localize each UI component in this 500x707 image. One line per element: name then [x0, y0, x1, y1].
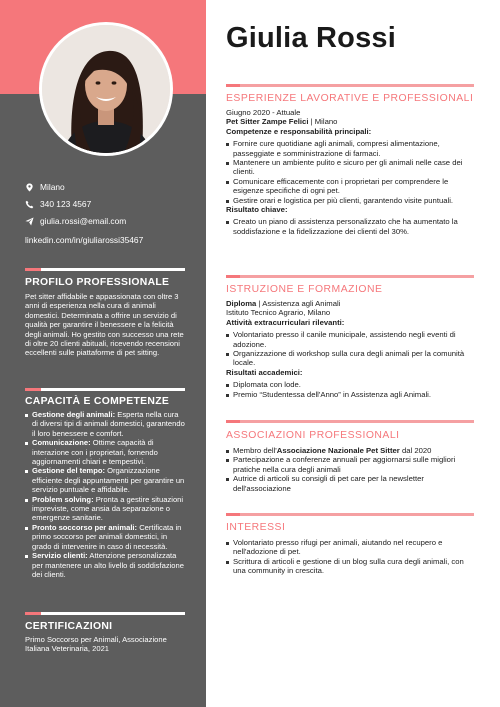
- experience-key-title: Risultato chiave:: [226, 205, 288, 215]
- associations-rule: [226, 420, 474, 423]
- interests-title: INTERESSI: [226, 522, 286, 533]
- location-pin-icon: [25, 183, 34, 192]
- list-item: [25, 523, 185, 551]
- education-section: [226, 299, 476, 399]
- list-item: Fornire cure quotidiane agli animali, compresi alimentazione, passeggiate e somministrazione di farmaci.: [226, 139, 476, 158]
- list-item: Comunicare efficacemente con i proprietari per comprendere le esigenze specifiche di ogni pet.: [226, 177, 476, 196]
- skills-list: [25, 410, 185, 579]
- list-item: Gestire orari e logistica per più clienti, garantendo visite puntuali.: [226, 196, 476, 205]
- skill-text: Ottime capacità di interazione con i proprietari, fornendo aggiornamenti chiari e tempestivi.: [32, 438, 158, 467]
- experience-location: Milano: [314, 117, 338, 127]
- interests-rule: [226, 513, 474, 516]
- interests-section: [226, 538, 476, 576]
- experience-period: Giugno 2020 - Attuale: [226, 108, 301, 117]
- email-text[interactable]: giulia.rossi@email.com: [40, 216, 127, 226]
- list-item: Volontariato presso rifugi per animali, aiutando nel recupero e nell'adozione di pet.: [226, 538, 476, 557]
- skill-text: Attenzione personalizzata per mantenere un alto livello di soddisfazione dei clienti.: [32, 551, 184, 579]
- academic-results-list: [226, 380, 476, 399]
- email-send-icon: [25, 217, 34, 226]
- skill-text: Esperta nella cura di diversi tipi di animali domestici, garantendo il loro benessere e comfort.: [32, 410, 185, 438]
- associations-list: [226, 446, 476, 493]
- list-item: Diplomata con lode.: [226, 380, 476, 389]
- list-item: Scrittura di articoli e gestione di un blog sulla cura degli animali, con una community in crescita.: [226, 557, 476, 576]
- profile-title: PROFILO PROFESSIONALE: [25, 277, 170, 288]
- list-item: [25, 438, 185, 466]
- extra-activities-list: [226, 330, 476, 368]
- skill-label: Servizio clienti:: [32, 551, 88, 561]
- contact-phone: [25, 199, 91, 209]
- skill-label: Gestione degli animali:: [32, 410, 116, 419]
- experience-resp-title: Competenze e responsabilità principali:: [226, 126, 372, 136]
- contact-location: [25, 182, 65, 192]
- contact-linkedin: [25, 235, 143, 245]
- profile-text: Pet sitter affidabile e appassionata con oltre 3 anni di esperienza nella cura di animali domestici. Determinata a offrire un servizio di qualità per garantire il benessere e la felicità degli animali. Ho gestito con successo una rete di oltre 20 clienti abituali, ricevendo recensioni eccellenti sulle piattaforme di pet sitting.: [25, 292, 184, 358]
- list-item: Autrice di articoli su consigli di pet care per la newsletter dell'associazione: [226, 474, 476, 493]
- certifications-rule: [25, 612, 185, 615]
- list-item: [25, 551, 185, 579]
- education-rule: [226, 275, 474, 278]
- associations-section: [226, 446, 476, 493]
- skills-section: [25, 396, 185, 579]
- skills-rule: [25, 388, 185, 391]
- profile-rule: [25, 268, 185, 271]
- education-results-title: Risultati accademici:: [226, 367, 303, 377]
- skill-label: Problem solving:: [32, 494, 94, 504]
- skills-title: CAPACITÀ E COMPETENZE: [25, 396, 170, 407]
- list-item: Volontariato presso il canile municipale, assistendo negli eventi di adozione.: [226, 330, 476, 349]
- candidate-name: Giulia Rossi: [226, 22, 396, 54]
- education-degree: Diploma: [226, 299, 257, 308]
- skill-label: Comunicazione:: [32, 438, 91, 448]
- contact-email: [25, 216, 126, 226]
- skill-label: Gestione del tempo:: [32, 466, 105, 476]
- experience-title: ESPERIENZE LAVORATIVE E PROFESSIONALI: [226, 93, 474, 104]
- list-item: Partecipazione a conferenze annuali per aggiornarsi sulle migliori pratiche nella cura degli animali: [226, 455, 476, 474]
- list-item: [25, 466, 185, 494]
- list-item: Organizzazione di workshop sulla cura degli animali per la comunità locale.: [226, 349, 476, 368]
- key-results-list: [226, 217, 476, 236]
- skill-text: Organizzazione efficiente degli appuntamenti per garantire un servizio puntuale e affidabile.: [32, 466, 185, 495]
- member-suffix: dal 2020: [399, 446, 432, 455]
- associations-title: ASSOCIAZIONI PROFESSIONALI: [226, 430, 400, 441]
- phone-icon: [25, 200, 34, 209]
- responsibilities-list: [226, 139, 476, 205]
- interests-list: [226, 538, 476, 576]
- skill-text: Certificata in primo soccorso per animali domestici, in grado di intervenire in caso di necessità.: [32, 522, 182, 551]
- list-item: [25, 495, 185, 523]
- member-prefix: Membro dell': [233, 446, 277, 455]
- education-extra-title: Attività extracurriculari rilevanti:: [226, 317, 345, 327]
- experience-role-line: Pet Sitter Zampe Felici | Milano: [226, 117, 338, 127]
- experience-section: [226, 108, 476, 236]
- education-field: Assistenza agli Animali: [262, 299, 341, 308]
- experience-company: Zampe Felici: [261, 117, 309, 127]
- skill-label: Pronto soccorso per animali:: [32, 522, 138, 532]
- certifications-text: Primo Soccorso per Animali, Associazione Italiana Veterinaria, 2021: [25, 635, 167, 654]
- experience-rule: [226, 84, 474, 87]
- certifications-section: [25, 621, 185, 654]
- location-text: Milano: [40, 182, 65, 192]
- list-item: Mantenere un ambiente pulito e sicuro per gli animali nelle case dei clienti.: [226, 158, 476, 177]
- skill-text: Pronta a gestire situazioni impreviste, come ansia da separazione o emergenze sanitarie.: [32, 494, 184, 523]
- list-item: Creato un piano di assistenza personalizzato che ha aumentato la soddisfazione e la fidelizzazione dei clienti del 30%.: [226, 217, 476, 236]
- phone-text[interactable]: 340 123 4567: [40, 199, 92, 209]
- education-degree-line: Diploma | Assistenza agli Animali: [226, 299, 341, 308]
- education-title: ISTRUZIONE E FORMAZIONE: [226, 284, 383, 295]
- experience-role: Pet Sitter: [226, 117, 260, 127]
- profile-section: [25, 277, 185, 358]
- list-item: [25, 410, 185, 438]
- list-item: [226, 446, 476, 455]
- education-school: Istituto Tecnico Agrario, Milano: [226, 308, 331, 318]
- profile-photo: [42, 25, 170, 153]
- list-item: Premio “Studentessa dell'Anno” in Assistenza agli Animali.: [226, 390, 476, 399]
- linkedin-link[interactable]: linkedin.com/in/giuliarossi35467: [25, 235, 144, 245]
- certifications-title: CERTIFICAZIONI: [25, 621, 113, 632]
- member-org: Associazione Nazionale Pet Sitter: [276, 446, 400, 455]
